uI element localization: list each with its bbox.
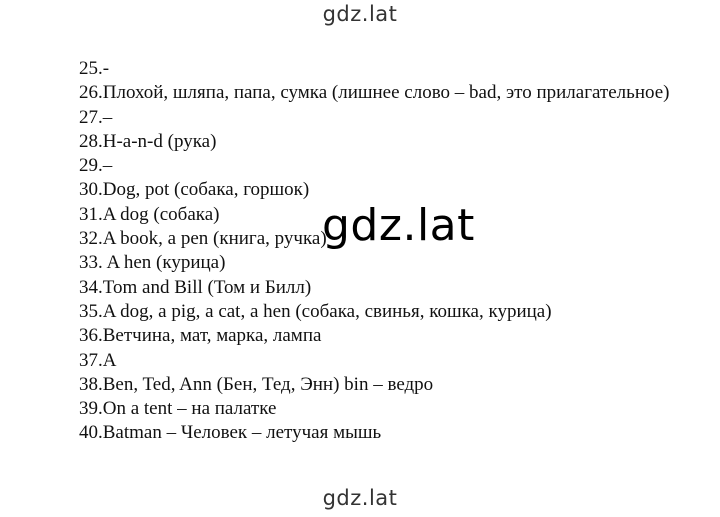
answer-text: Tom and Bill (Том и Билл) [102, 276, 312, 298]
answer-item [79, 81, 677, 105]
answer-number: 25. [79, 58, 103, 79]
answer-text: A book, a pen (книга, ручка) [102, 228, 327, 250]
answer-item [79, 349, 677, 373]
answer-text: – [102, 155, 113, 177]
answer-number: 37. [79, 349, 103, 371]
answer-text: – [102, 106, 113, 128]
answers-list [79, 57, 677, 446]
answer-number: 32. [79, 228, 103, 250]
answer-text: - [102, 58, 110, 79]
answer-text: A [102, 349, 117, 371]
answer-text: Batman – Человек – летучая мышь [102, 422, 382, 444]
answer-number: 38. [79, 373, 103, 395]
answer-number: 35. [79, 300, 103, 322]
answer-number: 33. [79, 252, 103, 274]
answer-text: Плохой, шляпа, папа, сумка (лишнее слово – bad, это прилагательное) [102, 82, 670, 104]
answer-item [79, 251, 677, 275]
answer-number: 34. [79, 276, 103, 298]
answer-item [79, 397, 677, 421]
answer-text: On a tent – на палатке [102, 398, 277, 420]
answer-text: Ben, Ted, Ann (Бен, Тед, Энн) bin – ведро [102, 373, 434, 395]
watermark-top: gdz.lat [322, 2, 398, 26]
answer-item [79, 300, 677, 324]
watermark-bottom: gdz.lat [322, 486, 398, 510]
answer-text: A dog, a pig, a cat, a hen (собака, свинья, кошка, курица) [102, 300, 552, 322]
watermark-center: gdz.lat [322, 200, 475, 251]
answer-number: 39. [79, 398, 103, 420]
answer-item [79, 276, 677, 300]
answer-item [79, 130, 677, 154]
answer-text: Dog, pot (собака, горшок) [102, 179, 310, 201]
answer-number: 36. [79, 325, 103, 347]
answer-number: 26. [79, 82, 103, 104]
answer-text: Ветчина, мат, марка, лампа [102, 325, 322, 347]
answer-number: 28. [79, 130, 103, 152]
answer-item [79, 106, 677, 130]
answer-text: H-a-n-d (рука) [102, 130, 217, 152]
answer-item [79, 154, 677, 178]
answer-item [79, 324, 677, 348]
answer-text: A dog (собака) [102, 203, 220, 225]
answer-number: 27. [79, 106, 103, 128]
answer-number: 29. [79, 155, 103, 177]
answer-text: A hen (курица) [102, 252, 226, 274]
answer-number: 31. [79, 203, 103, 225]
answer-number: 40. [79, 422, 103, 444]
answer-number: 30. [79, 179, 103, 201]
answer-item [79, 373, 677, 397]
answer-item [79, 57, 677, 81]
answer-item [79, 421, 677, 445]
